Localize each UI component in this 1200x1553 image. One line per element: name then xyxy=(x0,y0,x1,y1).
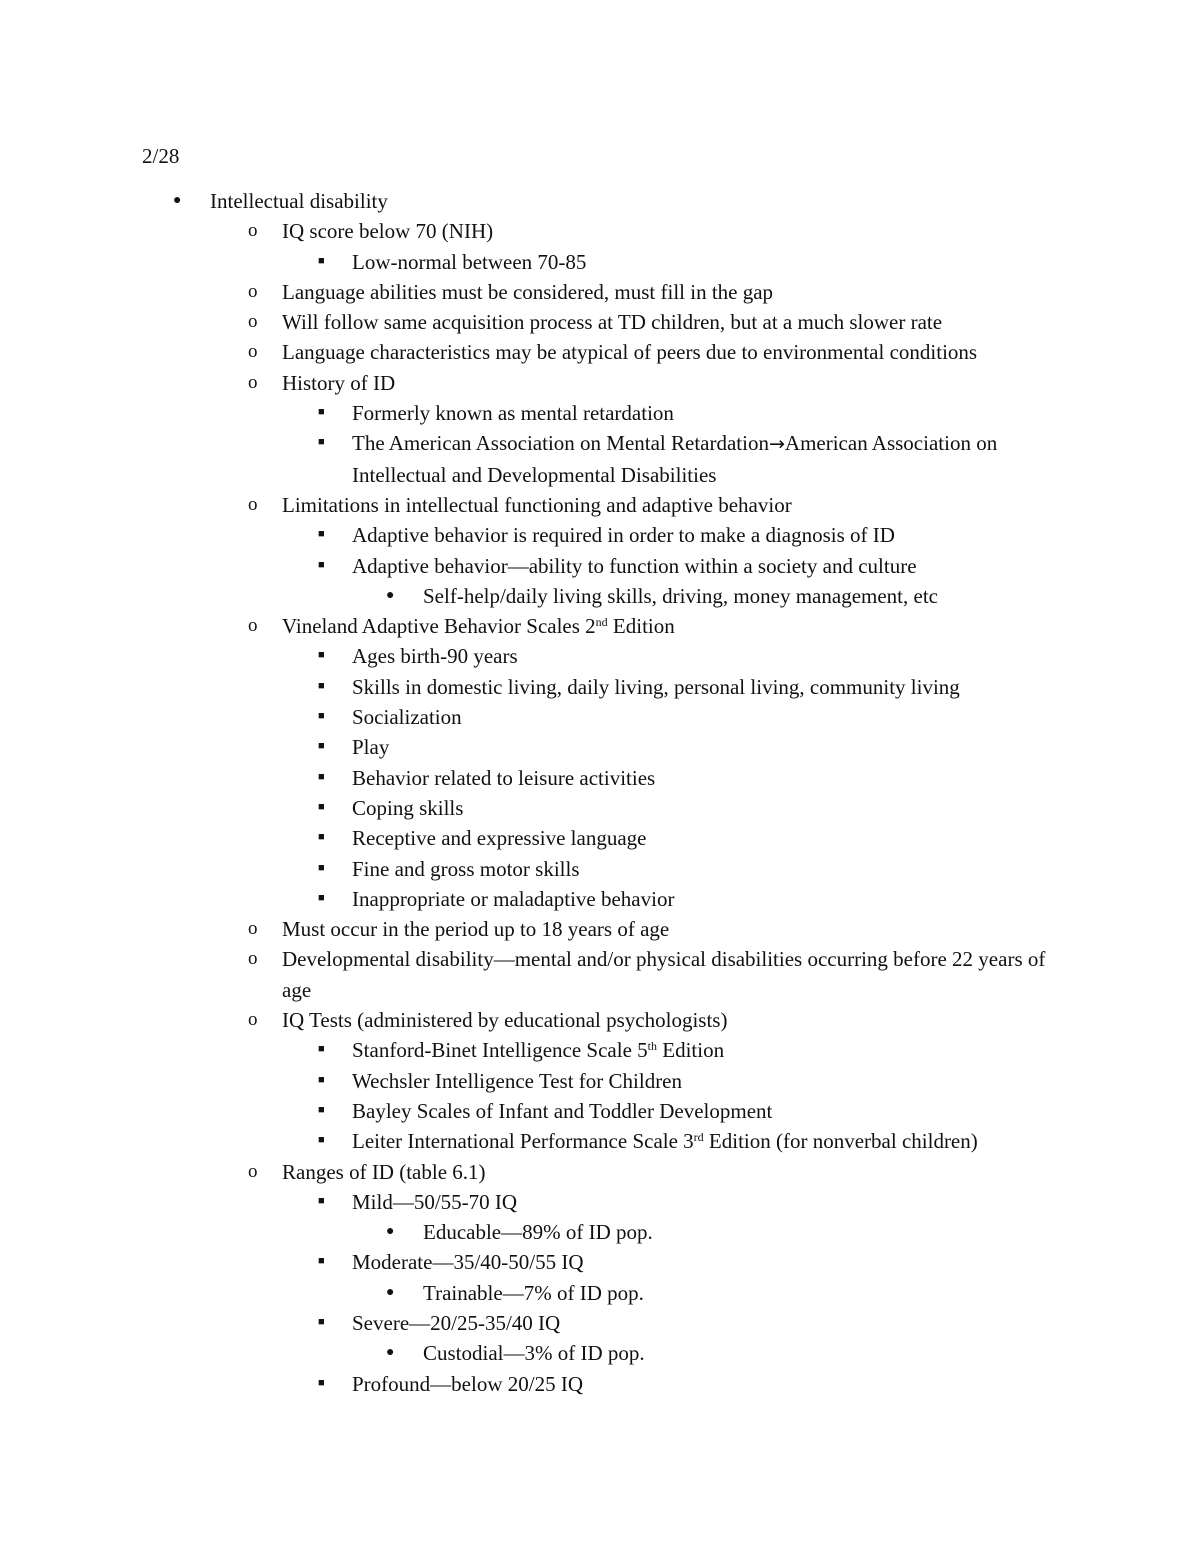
bullet-square-icon: ■ xyxy=(318,1103,325,1116)
bullet-square-icon: ■ xyxy=(318,1194,325,1207)
list-item: ■ Moderate—35/40-50/55 IQ xyxy=(0,1247,1200,1277)
list-item: ● Self-help/daily living skills, driving, money management, etc xyxy=(0,581,1200,611)
bullet-circle-icon: o xyxy=(248,918,258,940)
list-item: ■ Fine and gross motor skills xyxy=(0,854,1200,884)
list-item: ■ Adaptive behavior is required in order to make a diagnosis of ID xyxy=(0,520,1200,550)
list-item: o Developmental disability—mental and/or physical disabilities occurring before 22 years of age xyxy=(0,944,1200,1005)
bullet-square-icon: ■ xyxy=(318,558,325,571)
bullet-disc-icon: ● xyxy=(386,1345,395,1361)
bullet-square-icon: ■ xyxy=(318,770,325,783)
list-item: ■ Behavior related to leisure activities xyxy=(0,763,1200,793)
bullet-square-icon: ■ xyxy=(318,1315,325,1328)
list-item: ● Custodial—3% of ID pop. xyxy=(0,1338,1200,1368)
bullet-square-icon: ■ xyxy=(318,436,325,449)
list-item: ■ Severe—20/25-35/40 IQ xyxy=(0,1308,1200,1338)
list-item: o Limitations in intellectual functioning and adaptive behavior xyxy=(0,490,1200,520)
list-item: ● Intellectual disability xyxy=(0,186,1200,216)
list-item: ■ Inappropriate or maladaptive behavior xyxy=(0,884,1200,914)
list-item: ■ Bayley Scales of Infant and Toddler Development xyxy=(0,1096,1200,1126)
bullet-square-icon: ■ xyxy=(318,1255,325,1268)
list-item: o IQ score below 70 (NIH) xyxy=(0,216,1200,246)
bullet-square-icon: ■ xyxy=(318,1073,325,1086)
bullet-disc-icon: ● xyxy=(386,587,395,603)
bullet-circle-icon: o xyxy=(248,948,258,970)
list-item: o Language abilities must be considered, must fill in the gap xyxy=(0,277,1200,307)
list-item: ■ Wechsler Intelligence Test for Children xyxy=(0,1066,1200,1096)
list-item: ■ The American Association on Mental Retardation→American Association on Intellectual and Developmental Disabilities xyxy=(0,428,1200,490)
list-item: ■ Socialization xyxy=(0,702,1200,732)
list-item: ■ Stanford-Binet Intelligence Scale 5th Edition xyxy=(0,1035,1200,1065)
list-item: o Will follow same acquisition process at TD children, but at a much slower rate xyxy=(0,307,1200,337)
bullet-square-icon: ■ xyxy=(318,679,325,692)
list-item: ■ Formerly known as mental retardation xyxy=(0,398,1200,428)
list-item: ● Trainable—7% of ID pop. xyxy=(0,1278,1200,1308)
list-item: ■ Leiter International Performance Scale 3rd Edition (for nonverbal children) xyxy=(0,1126,1200,1156)
bullet-square-icon: ■ xyxy=(318,1134,325,1147)
list-item: ■ Ages birth-90 years xyxy=(0,641,1200,671)
bullet-square-icon: ■ xyxy=(318,831,325,844)
list-item: ■ Receptive and expressive language xyxy=(0,823,1200,853)
list-item: ■ Adaptive behavior—ability to function within a society and culture xyxy=(0,551,1200,581)
list-item: o Ranges of ID (table 6.1) xyxy=(0,1157,1200,1187)
list-item: ● Educable—89% of ID pop. xyxy=(0,1217,1200,1247)
bullet-circle-icon: o xyxy=(248,341,258,363)
bullet-circle-icon: o xyxy=(248,1009,258,1031)
list-item: ■ Skills in domestic living, daily living, personal living, community living xyxy=(0,672,1200,702)
list-item: ■ Coping skills xyxy=(0,793,1200,823)
bullet-square-icon: ■ xyxy=(318,649,325,662)
list-item: o IQ Tests (administered by educational psychologists) xyxy=(0,1005,1200,1035)
bullet-square-icon: ■ xyxy=(318,528,325,541)
bullet-circle-icon: o xyxy=(248,371,258,393)
bullet-circle-icon: o xyxy=(248,220,258,242)
bullet-circle-icon: o xyxy=(248,1160,258,1182)
right-arrow-icon: → xyxy=(768,433,785,456)
bullet-circle-icon: o xyxy=(248,280,258,302)
bullet-circle-icon: o xyxy=(248,493,258,515)
bullet-circle-icon: o xyxy=(248,311,258,333)
bullet-square-icon: ■ xyxy=(318,861,325,874)
bullet-square-icon: ■ xyxy=(318,406,325,419)
bullet-square-icon: ■ xyxy=(318,800,325,813)
bullet-square-icon: ■ xyxy=(318,891,325,904)
list-item: o History of ID xyxy=(0,368,1200,398)
date-heading: 2/28 xyxy=(142,144,180,168)
bullet-square-icon: ■ xyxy=(318,254,325,267)
list-item: o Must occur in the period up to 18 years of age xyxy=(0,914,1200,944)
bullet-disc-icon: ● xyxy=(386,1224,395,1240)
list-item: ■ Low-normal between 70-85 xyxy=(0,247,1200,277)
bullet-square-icon: ■ xyxy=(318,1376,325,1389)
bullet-square-icon: ■ xyxy=(318,740,325,753)
list-item: o Vineland Adaptive Behavior Scales 2nd Edition xyxy=(0,611,1200,641)
bullet-disc-icon: ● xyxy=(173,193,182,208)
list-item: ■ Play xyxy=(0,732,1200,762)
notes-outline xyxy=(0,186,1200,1399)
list-item: o Language characteristics may be atypical of peers due to environmental conditions xyxy=(0,337,1200,367)
bullet-square-icon: ■ xyxy=(318,1043,325,1056)
list-item: ■ Mild—50/55-70 IQ xyxy=(0,1187,1200,1217)
bullet-square-icon: ■ xyxy=(318,710,325,723)
list-item: ■ Profound—below 20/25 IQ xyxy=(0,1369,1200,1399)
bullet-disc-icon: ● xyxy=(386,1284,395,1300)
bullet-circle-icon: o xyxy=(248,615,258,637)
